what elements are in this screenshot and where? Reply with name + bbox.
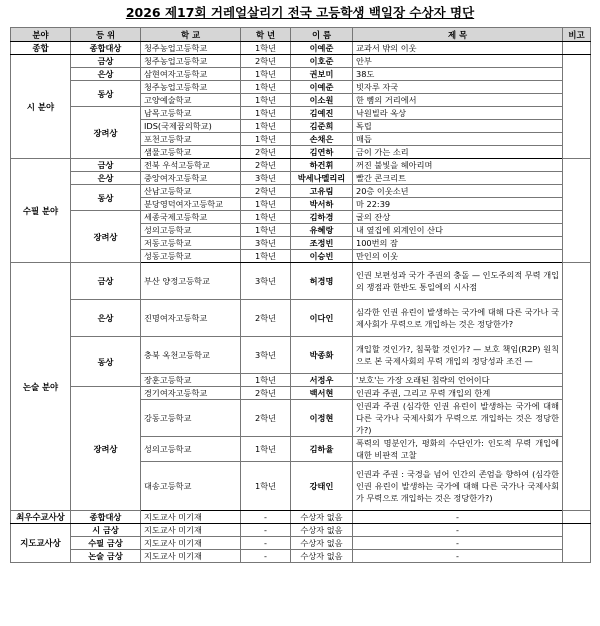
header-work: 제 목	[353, 28, 563, 42]
school-cell: 지도교사 미기재	[141, 537, 241, 550]
school-cell: 청주농업고등학교	[141, 81, 241, 94]
school-cell: 지도교사 미기재	[141, 511, 241, 524]
table-row	[11, 337, 591, 374]
school-cell: 경기여자고등학교	[141, 387, 241, 400]
name-cell: 백서현	[291, 387, 353, 400]
school-cell: 성의고등학교	[141, 224, 241, 237]
rank-cell: 금상	[71, 159, 141, 172]
grade-cell: 1학년	[241, 94, 291, 107]
section-poetry: 시 분야	[11, 55, 71, 159]
work-cell: 낙원빌라 옥상	[353, 107, 563, 120]
table-row	[11, 81, 591, 94]
rank-cell: 종합대상	[71, 42, 141, 55]
rank-cell: 수필 금상	[71, 537, 141, 550]
grade-cell: 1학년	[241, 81, 291, 94]
awards-table	[10, 27, 591, 563]
grade-cell: 3학년	[241, 237, 291, 250]
name-cell: 이정현	[291, 400, 353, 437]
grade-cell: 1학년	[241, 437, 291, 462]
school-cell: 청주농업고등학교	[141, 42, 241, 55]
name-cell: 김예진	[291, 107, 353, 120]
name-cell: 이예준	[291, 42, 353, 55]
rank-cell: 은상	[71, 300, 141, 337]
work-cell: 꺼진 불빛을 헤아리며	[353, 159, 563, 172]
name-cell: 박세나멜리리	[291, 172, 353, 185]
school-cell: 세종국제고등학교	[141, 211, 241, 224]
work-cell: 금이 가는 소리	[353, 146, 563, 159]
work-cell: 만인의 이웃	[353, 250, 563, 263]
section-essay: 수필 분야	[11, 159, 71, 263]
rank-cell: 은상	[71, 172, 141, 185]
name-cell: 김하경	[291, 211, 353, 224]
school-cell: 충북 옥천고등학교	[141, 337, 241, 374]
name-cell: 손채은	[291, 133, 353, 146]
name-cell: 박서하	[291, 198, 353, 211]
table-row	[11, 107, 591, 120]
school-cell: 지도교사 미기재	[141, 550, 241, 563]
table-row	[11, 524, 591, 537]
header-note: 비고	[563, 28, 591, 42]
school-cell: 성의고등학교	[141, 437, 241, 462]
section-thesis: 논술 분야	[11, 263, 71, 511]
work-cell: 20층 이웃소년	[353, 185, 563, 198]
name-cell: 허경명	[291, 263, 353, 300]
rank-cell: 장려상	[71, 211, 141, 263]
rank-cell: 금상	[71, 263, 141, 300]
table-row	[11, 511, 591, 524]
work-cell: 매듭	[353, 133, 563, 146]
header-name: 이 름	[291, 28, 353, 42]
school-cell: 샘물고등학교	[141, 146, 241, 159]
rank-cell: 금상	[71, 55, 141, 68]
grade-cell: 1학년	[241, 42, 291, 55]
grade-cell: 1학년	[241, 68, 291, 81]
work-cell: 개입할 것인가?, 침묵할 것인가? — 보호 책임(R2P) 원칙으로 본 국제사회의 무력 개입의 정당성과 조건 —	[353, 337, 563, 374]
work-cell: 독립	[353, 120, 563, 133]
name-cell: 서정우	[291, 374, 353, 387]
work-cell: -	[353, 524, 563, 537]
work-cell: 안부	[353, 55, 563, 68]
school-cell: 지도교사 미기재	[141, 524, 241, 537]
note-cell	[563, 42, 591, 55]
table-header-row	[11, 28, 591, 42]
section-overall: 종합	[11, 42, 71, 55]
grade-cell: 1학년	[241, 120, 291, 133]
grade-cell: 1학년	[241, 462, 291, 511]
name-cell: 이호준	[291, 55, 353, 68]
grade-cell: 3학년	[241, 263, 291, 300]
grade-cell: 2학년	[241, 387, 291, 400]
work-cell: 인권과 주권 : 국경을 넘어 인간의 존엄을 향하여 (심각한 인권 유린이 발생하는 국가에 대해 다른 국가나 국제사회가 무력으로 개입하는 것은 정당한가?)	[353, 462, 563, 511]
grade-cell: -	[241, 537, 291, 550]
grade-cell: 1학년	[241, 224, 291, 237]
grade-cell: 2학년	[241, 400, 291, 437]
rank-cell: 시 금상	[71, 524, 141, 537]
work-cell: 인권과 주권 (심각한 인권 유린이 발생하는 국가에 대해 다른 국가나 국제사회가 무력으로 개입하는 것은 정당한가?)	[353, 400, 563, 437]
name-cell: 이소원	[291, 94, 353, 107]
grade-cell: 2학년	[241, 300, 291, 337]
name-cell: 강태인	[291, 462, 353, 511]
grade-cell: 3학년	[241, 337, 291, 374]
note-cell	[563, 511, 591, 524]
header-rank: 등 위	[71, 28, 141, 42]
work-cell: '보호'는 가장 오래된 침략의 언어이다	[353, 374, 563, 387]
rank-cell: 장려상	[71, 107, 141, 159]
school-cell: 저동고등학교	[141, 237, 241, 250]
work-cell: 인권과 주권, 그리고 무력 개입의 한계	[353, 387, 563, 400]
rank-cell: 종합대상	[71, 511, 141, 524]
rank-cell: 논술 금상	[71, 550, 141, 563]
work-cell: 한 뼘의 거리에서	[353, 94, 563, 107]
rank-cell: 동상	[71, 81, 141, 107]
work-cell: 100번의 잠	[353, 237, 563, 250]
work-cell: 굴의 잔상	[353, 211, 563, 224]
name-cell: 김하율	[291, 437, 353, 462]
work-cell: 인권 보편성과 국가 주권의 충돌 — 인도주의적 무력 개입의 쟁점과 한반도 통일에의 시사점	[353, 263, 563, 300]
table-row	[11, 68, 591, 81]
school-cell: 청주농업고등학교	[141, 55, 241, 68]
grade-cell: 2학년	[241, 55, 291, 68]
grade-cell: 1학년	[241, 374, 291, 387]
table-row	[11, 185, 591, 198]
name-cell: 하건휘	[291, 159, 353, 172]
name-cell: 이다인	[291, 300, 353, 337]
rank-cell: 동상	[71, 337, 141, 387]
note-cell	[563, 55, 591, 159]
grade-cell: 2학년	[241, 159, 291, 172]
header-section: 분야	[11, 28, 71, 42]
grade-cell: 2학년	[241, 185, 291, 198]
work-cell: 마 22:39	[353, 198, 563, 211]
work-cell: 교과서 밖의 이웃	[353, 42, 563, 55]
school-cell: 중앙여자고등학교	[141, 172, 241, 185]
table-row	[11, 42, 591, 55]
school-cell: 전북 우석고등학교	[141, 159, 241, 172]
page-title: 2026 제17회 거레얼살리기 전국 고등학생 백일장 수상자 명단	[125, 5, 475, 20]
name-cell: 박종화	[291, 337, 353, 374]
work-cell: 폭력의 명분인가, 평화의 수단인가: 인도적 무력 개입에 대한 비판적 고찰	[353, 437, 563, 462]
note-cell	[563, 263, 591, 511]
table-row	[11, 159, 591, 172]
grade-cell: 1학년	[241, 133, 291, 146]
grade-cell: -	[241, 524, 291, 537]
header-grade: 학 년	[241, 28, 291, 42]
grade-cell: 1학년	[241, 198, 291, 211]
table-row	[11, 300, 591, 337]
name-cell: 수상자 없음	[291, 550, 353, 563]
grade-cell: -	[241, 511, 291, 524]
name-cell: 수상자 없음	[291, 524, 353, 537]
name-cell: 이승빈	[291, 250, 353, 263]
school-cell: 성동고등학교	[141, 250, 241, 263]
note-cell	[563, 524, 591, 563]
name-cell: 김준희	[291, 120, 353, 133]
grade-cell: 1학년	[241, 107, 291, 120]
table-row	[11, 263, 591, 300]
school-cell: IDS(국제꿈의학교)	[141, 120, 241, 133]
header-school: 학 교	[141, 28, 241, 42]
grade-cell: 1학년	[241, 211, 291, 224]
grade-cell: 3학년	[241, 172, 291, 185]
note-cell	[563, 159, 591, 263]
work-cell: 빗자루 자국	[353, 81, 563, 94]
work-cell: 빨간 콘크리트	[353, 172, 563, 185]
name-cell: 수상자 없음	[291, 537, 353, 550]
school-cell: 부산 양정고등학교	[141, 263, 241, 300]
school-cell: 고양예술학교	[141, 94, 241, 107]
school-cell: 대송고등학교	[141, 462, 241, 511]
table-row	[11, 537, 591, 550]
section-best-teacher: 최우수교사상	[11, 511, 71, 524]
table-row	[11, 550, 591, 563]
name-cell: 고유림	[291, 185, 353, 198]
school-cell: 남목고등학교	[141, 107, 241, 120]
name-cell: 유혜랑	[291, 224, 353, 237]
rank-cell: 은상	[71, 68, 141, 81]
school-cell: 강동고등학교	[141, 400, 241, 437]
name-cell: 권보미	[291, 68, 353, 81]
work-cell: -	[353, 550, 563, 563]
table-row	[11, 172, 591, 185]
school-cell: 진명여자고등학교	[141, 300, 241, 337]
grade-cell: 1학년	[241, 250, 291, 263]
section-teacher: 지도교사상	[11, 524, 71, 563]
name-cell: 이예준	[291, 81, 353, 94]
work-cell: -	[353, 511, 563, 524]
school-cell: 장훈고등학교	[141, 374, 241, 387]
table-row	[11, 211, 591, 224]
work-cell: 내 옆집에 외계인이 산다	[353, 224, 563, 237]
name-cell: 김연하	[291, 146, 353, 159]
school-cell: 분당영덕여자고등학교	[141, 198, 241, 211]
school-cell: 삼현여자고등학교	[141, 68, 241, 81]
table-row	[11, 55, 591, 68]
school-cell: 산남고등학교	[141, 185, 241, 198]
grade-cell: 2학년	[241, 146, 291, 159]
name-cell: 수상자 없음	[291, 511, 353, 524]
work-cell: 38도	[353, 68, 563, 81]
grade-cell: -	[241, 550, 291, 563]
name-cell: 조정빈	[291, 237, 353, 250]
school-cell: 포천고등학교	[141, 133, 241, 146]
rank-cell: 장려상	[71, 387, 141, 511]
table-row	[11, 387, 591, 400]
rank-cell: 동상	[71, 185, 141, 211]
work-cell: -	[353, 537, 563, 550]
work-cell: 심각한 인권 유린이 발생하는 국가에 대해 다른 국가나 국제사회가 무력으로 개입하는 것은 정당한가?	[353, 300, 563, 337]
